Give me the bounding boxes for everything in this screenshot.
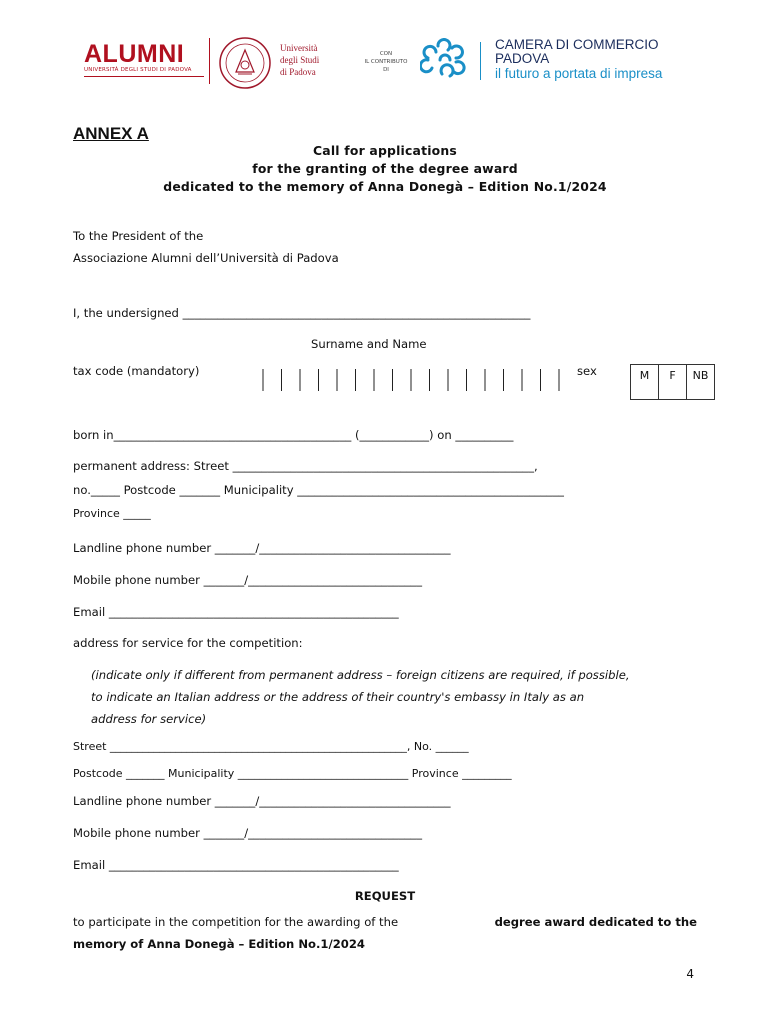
service-address-label: address for service for the competition: xyxy=(73,636,303,650)
surname-caption: Surname and Name xyxy=(311,337,427,351)
province-field[interactable]: Province _____ xyxy=(73,507,151,520)
request-text-plain: to participate in the competition for the awarding of the xyxy=(73,915,399,929)
camera-commercio-name xyxy=(495,38,659,66)
service-street-field[interactable]: Street ______________________________________________________, No. ______ xyxy=(73,740,469,753)
alumni-logo-subtitle: UNIVERSITÀ DEGLI STUDI DI PADOVA xyxy=(84,67,192,73)
sex-label: sex xyxy=(577,364,597,378)
camera-name-line: PADOVA xyxy=(495,51,550,66)
contribution-line: DI xyxy=(383,67,389,73)
addressee-line-1: To the President of the xyxy=(73,229,204,243)
born-in-field[interactable]: born in_________________________________________ (____________) on __________ xyxy=(73,428,514,442)
page-number: 4 xyxy=(686,967,694,981)
header-divider xyxy=(209,38,210,84)
sex-option-f[interactable]: F xyxy=(659,365,687,400)
mobile-field-1[interactable]: Mobile phone number _______/______________________________ xyxy=(73,573,423,587)
university-seal-icon xyxy=(218,36,272,90)
request-heading: REQUEST xyxy=(354,889,416,903)
contribution-line: IL CONTRIBUTO xyxy=(364,59,408,65)
university-name xyxy=(280,42,319,78)
tax-code-label: tax code (mandatory) xyxy=(73,364,200,378)
sex-option-m[interactable]: M xyxy=(631,365,659,400)
request-text-bold: degree award dedicated to the xyxy=(494,915,697,929)
email-field-2[interactable]: Email __________________________________________________ xyxy=(73,858,399,872)
contribution-line: CON xyxy=(379,51,393,57)
mobile-field-2[interactable]: Mobile phone number _______/______________________________ xyxy=(73,826,423,840)
permanent-address-field[interactable]: permanent address: Street ____________________________________________________, xyxy=(73,459,538,473)
alumni-logo-underline xyxy=(84,76,204,77)
landline-field-1[interactable]: Landline phone number _______/_________________________________ xyxy=(73,541,451,555)
university-name-line: Università xyxy=(280,43,318,53)
camera-divider xyxy=(480,42,481,80)
request-text-line-2: memory of Anna Donegà – Edition No.1/2024 xyxy=(73,937,365,951)
tax-code-boxes[interactable] xyxy=(262,369,562,393)
sex-options xyxy=(630,364,715,400)
annex-title: ANNEX A xyxy=(73,124,149,143)
contribution-text xyxy=(358,50,414,74)
sex-option-nb[interactable]: NB xyxy=(687,365,715,400)
service-postcode-field[interactable]: Postcode _______ Municipality _______________________________ Province _________ xyxy=(73,767,512,780)
postcode-municipality-field[interactable]: no._____ Postcode _______ Municipality ______________________________________________ xyxy=(73,483,564,497)
title-line-2: for the granting of the degree award xyxy=(252,161,518,176)
title-line-1: Call for applications xyxy=(313,143,457,158)
title-line-3: dedicated to the memory of Anna Donegà – Edition No.1/2024 xyxy=(163,179,607,194)
camera-commercio-logo-icon xyxy=(420,38,470,82)
service-note-line-1: (indicate only if different from permanent address – foreign citizens are required, if possible, xyxy=(91,668,630,682)
service-note-line-3: address for service) xyxy=(91,712,207,726)
email-field-1[interactable]: Email __________________________________________________ xyxy=(73,605,399,619)
university-name-line: degli Studi xyxy=(280,55,320,65)
landline-field-2[interactable]: Landline phone number _______/_________________________________ xyxy=(73,794,451,808)
addressee-line-2: Associazione Alumni dell’Università di Padova xyxy=(73,251,339,265)
university-name-line: di Padova xyxy=(280,67,316,77)
alumni-logo-word: ALUMNI xyxy=(84,40,185,68)
request-text-line-1 xyxy=(73,915,697,929)
undersigned-field[interactable]: I, the undersigned ____________________________________________________________ xyxy=(73,306,531,320)
camera-commercio-tagline: il futuro a portata di impresa xyxy=(495,66,663,81)
camera-name-line: CAMERA DI COMMERCIO xyxy=(495,37,659,52)
service-note-line-2: to indicate an Italian address or the address of their country's embassy in Italy as an xyxy=(91,690,585,704)
